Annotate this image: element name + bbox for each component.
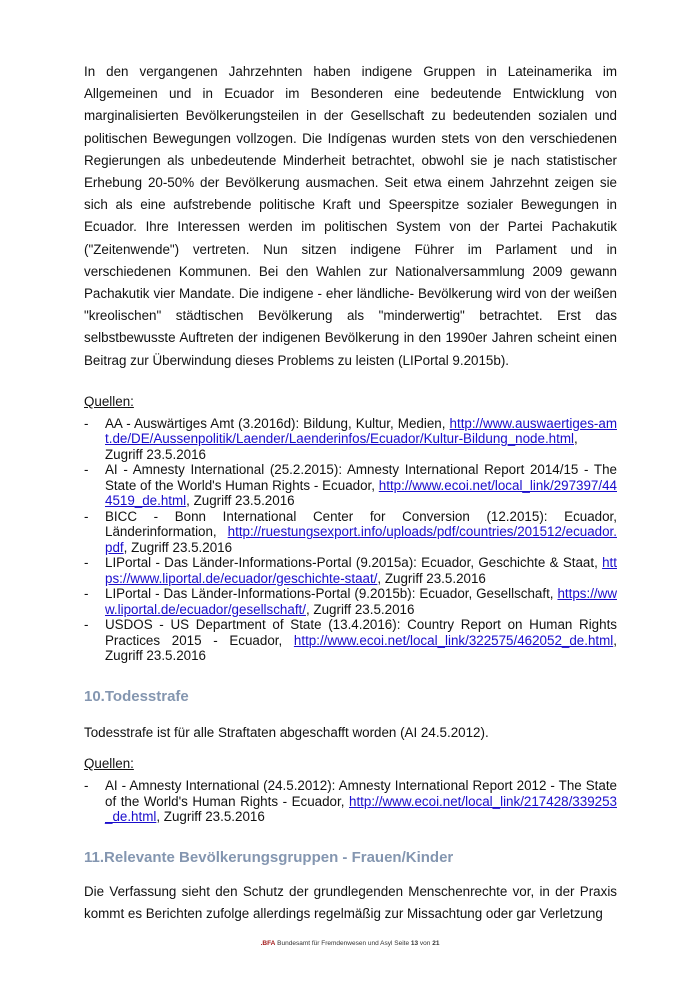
sources-list — [84, 778, 617, 825]
source-text: LIPortal - Das Länder-Informations-Portal (9.2015a): Ecuador, Geschichte & Staat, — [105, 555, 603, 571]
source-access-date: , Zugriff 23.5.2016 — [156, 809, 265, 825]
source-item — [84, 586, 617, 617]
source-item — [84, 416, 617, 463]
section-10-heading: 10.Todesstrafe — [84, 687, 189, 705]
source-text: AI - Amnesty International (25.2.2015): Amnesty International Report 2014/15 - The State of the World's Human Rights - Ecuador, — [105, 462, 617, 493]
footer-of: von — [418, 939, 433, 947]
source-link[interactable]: http://www.ecoi.net/local_link/297397/444519_de.html — [105, 477, 617, 509]
source-item — [84, 462, 617, 509]
source-text: AA - Auswärtiges Amt (3.2016d): Bildung, Kultur, Medien, — [105, 415, 450, 431]
section-11-text: Die Verfassung sieht den Schutz der grundlegenden Menschenrechte vor, in der Praxis kommt es Berichten zufolge allerdings regelmäßig zur Missachtung oder gar Verletzung — [84, 883, 617, 921]
source-link[interactable]: https://www.liportal.de/ecuador/gesellschaft/ — [105, 586, 617, 617]
section-11-heading: 11.Relevante Bevölkerungsgruppen - Frauen/Kinder — [84, 848, 454, 866]
page-number: 13 — [410, 939, 419, 947]
source-access-date: , Zugriff 23.5.2016 — [105, 431, 578, 462]
page-footer — [0, 939, 700, 948]
sources-list — [84, 416, 617, 664]
source-access-date: , Zugriff 23.5.2016 — [305, 601, 415, 617]
source-access-date: , Zugriff 23.5.2016 — [377, 570, 486, 586]
source-text: AI - Amnesty International (24.5.2012): Amnesty International Report 2012 - The State of the World's Human Rights - Ecuador, — [105, 778, 617, 809]
source-link[interactable]: https://www.liportal.de/ecuador/geschichte-staat/ — [105, 555, 617, 586]
footer-org: Bundesamt für Fremdenwesen und Asyl Seite — [275, 939, 411, 947]
source-access-date: , Zugriff 23.5.2016 — [186, 493, 295, 509]
source-access-date: , Zugriff 23.5.2016 — [123, 539, 233, 555]
section-10-text: Todesstrafe ist für alle Straftaten abgeschafft worden (AI 24.5.2012). — [84, 724, 489, 740]
document-content — [84, 61, 617, 925]
source-link[interactable]: http://www.ecoi.net/local_link/322575/462052_de.html — [293, 632, 614, 648]
source-item — [84, 555, 617, 586]
sources-label: Quellen: — [84, 756, 134, 772]
source-text: LIPortal - Das Länder-Informations-Portal (9.2015b): Ecuador, Gesellschaft, — [105, 586, 558, 602]
source-text: USDOS - US Department of State (13.4.2016): Country Report on Human Rights Practices 2015 - Ecuador, — [105, 617, 617, 648]
source-text: BICC - Bonn International Center for Conversion (12.2015): Ecuador, Länderinformation, — [105, 508, 617, 540]
sources-label: Quellen: — [84, 393, 134, 409]
source-link[interactable]: http://ruestungsexport.info/uploads/pdf/countries/201512/ecuador.pdf — [105, 524, 617, 555]
source-item — [84, 617, 617, 664]
page-total: 21 — [432, 939, 440, 947]
source-item — [84, 509, 617, 556]
bfa-logo: .BFA — [260, 939, 276, 947]
source-link[interactable]: http://www.auswaertiges-amt.de/DE/Aussenpolitik/Laender/Laenderinfos/Ecuador/Kultur-Bildung_node.html — [105, 415, 617, 447]
source-link[interactable]: http://www.ecoi.net/local_link/217428/339253_de.html — [105, 793, 617, 825]
intro-paragraph: In den vergangenen Jahrzehnten haben indigene Gruppen in Lateinamerika im Allgemeinen und in Ecuador im Besonderen eine bedeutende Entwicklung von marginalisierten Bevölkerungsteilen in der Gesellschaft zu bedeutenden sozialen und politischen Bewegungen vollzogen. Die Indígenas wurden stets von den verschiedenen Regierungen als unbedeutende Minderheit betrachtet, obwohl sie je nach statistischer Erhebung 20-50% der Bevölkerung ausmachen. Seit etwa einem Jahrzehnt zeigen sie sich als eine aufstrebende politische Kraft und Speerspitze sozialer Bewegungen in Ecuador. Ihre Interessen werden im politischen System von der Partei Pachakutik ("Zeitenwende") vertreten. Nun sitzen indigene Führer im Parlament und in verschiedenen Kommunen. Bei den Wahlen zur Nationalversammlung 2009 gewann Pachakutik vier Mandate. Die indigene - eher ländliche- Bevölkerung wird von der weißen "kreolischen" städtischen Bevölkerung als "minderwertig" betrachtet. Erst das selbstbewusste Auftreten der indigenen Bevölkerung in den 1990er Jahren scheint einen Beitrag zur Überwindung dieses Problems zu leisten (LIPortal 9.2015b). — [84, 64, 617, 368]
source-access-date: , Zugriff 23.5.2016 — [105, 632, 617, 664]
source-item — [84, 778, 617, 825]
